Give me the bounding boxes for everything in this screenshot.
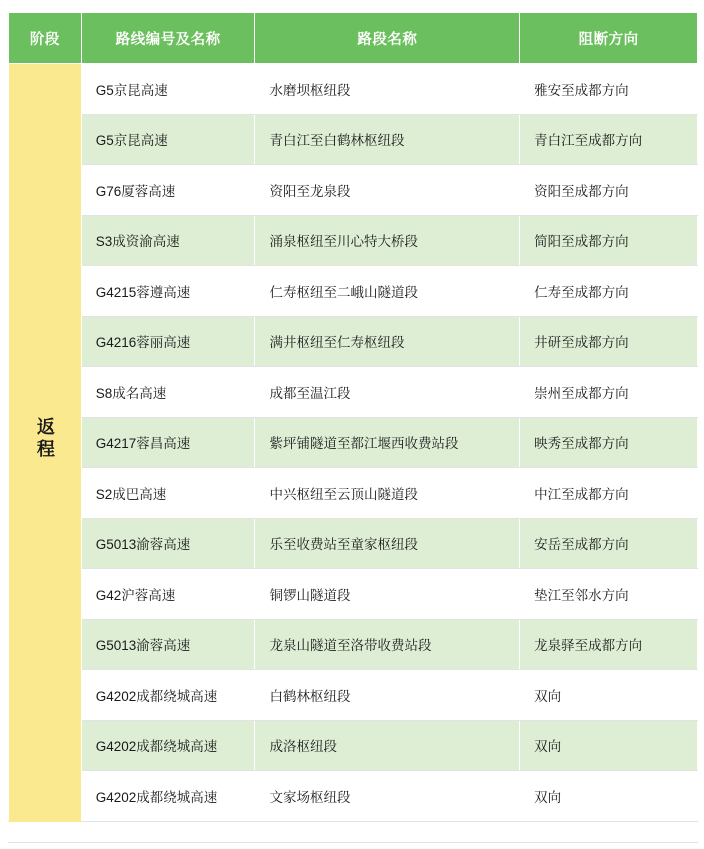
table-row [9, 569, 698, 620]
cell-section: 紫坪铺隧道至都江堰西收费站段 [255, 417, 520, 468]
cell-section: 仁寿枢纽至二峨山隧道段 [255, 266, 520, 317]
header-route: 路线编号及名称 [81, 13, 255, 64]
cell-route: G5京昆高速 [81, 64, 255, 115]
stage-label: 返程 [34, 416, 55, 461]
cell-route: S2成巴高速 [81, 468, 255, 519]
cell-route: G4202成都绕城高速 [81, 670, 255, 721]
table-row [9, 114, 698, 165]
cell-section: 资阳至龙泉段 [255, 165, 520, 216]
table-row [9, 64, 698, 115]
cell-direction: 双向 [520, 720, 698, 771]
cell-direction: 雅安至成都方向 [520, 64, 698, 115]
cell-direction: 仁寿至成都方向 [520, 266, 698, 317]
cell-direction: 井研至成都方向 [520, 316, 698, 367]
cell-section: 水磨坝枢纽段 [255, 64, 520, 115]
table-row [9, 316, 698, 367]
bottom-divider [8, 842, 698, 843]
header-direction: 阻断方向 [520, 13, 698, 64]
cell-route: G4216蓉丽高速 [81, 316, 255, 367]
cell-route: G5013渝蓉高速 [81, 619, 255, 670]
table-row [9, 771, 698, 822]
cell-direction: 映秀至成都方向 [520, 417, 698, 468]
cell-route: G4215蓉遵高速 [81, 266, 255, 317]
table-row [9, 619, 698, 670]
table-body [9, 64, 698, 822]
cell-section: 成洛枢纽段 [255, 720, 520, 771]
stage-cell [9, 64, 82, 822]
cell-direction: 双向 [520, 771, 698, 822]
cell-section: 青白江至白鹤林枢纽段 [255, 114, 520, 165]
cell-section: 白鹤林枢纽段 [255, 670, 520, 721]
cell-route: G5京昆高速 [81, 114, 255, 165]
road-closure-table [8, 12, 698, 822]
header-section: 路段名称 [255, 13, 520, 64]
table-header [9, 13, 698, 64]
cell-direction: 简阳至成都方向 [520, 215, 698, 266]
cell-direction: 双向 [520, 670, 698, 721]
cell-route: G4202成都绕城高速 [81, 771, 255, 822]
cell-route: G76厦蓉高速 [81, 165, 255, 216]
cell-section: 满井枢纽至仁寿枢纽段 [255, 316, 520, 367]
cell-direction: 龙泉驿至成都方向 [520, 619, 698, 670]
header-stage: 阶段 [9, 13, 82, 64]
cell-direction: 垫江至邻水方向 [520, 569, 698, 620]
traffic-table-page [0, 12, 704, 849]
cell-section: 涌泉枢纽至川心特大桥段 [255, 215, 520, 266]
table-row [9, 417, 698, 468]
table-row [9, 165, 698, 216]
cell-section: 文家场枢纽段 [255, 771, 520, 822]
cell-direction: 资阳至成都方向 [520, 165, 698, 216]
cell-route: G4217蓉昌高速 [81, 417, 255, 468]
cell-section: 龙泉山隧道至洛带收费站段 [255, 619, 520, 670]
table-row [9, 367, 698, 418]
cell-section: 铜锣山隧道段 [255, 569, 520, 620]
table-row [9, 215, 698, 266]
cell-section: 成都至温江段 [255, 367, 520, 418]
cell-direction: 青白江至成都方向 [520, 114, 698, 165]
cell-route: S8成名高速 [81, 367, 255, 418]
cell-direction: 中江至成都方向 [520, 468, 698, 519]
table-row [9, 670, 698, 721]
cell-route: S3成资渝高速 [81, 215, 255, 266]
header-row [9, 13, 698, 64]
cell-direction: 安岳至成都方向 [520, 518, 698, 569]
cell-section: 中兴枢纽至云顶山隧道段 [255, 468, 520, 519]
table-row [9, 518, 698, 569]
table-row [9, 720, 698, 771]
cell-direction: 崇州至成都方向 [520, 367, 698, 418]
cell-section: 乐至收费站至童家枢纽段 [255, 518, 520, 569]
table-row [9, 468, 698, 519]
table-row [9, 266, 698, 317]
cell-route: G5013渝蓉高速 [81, 518, 255, 569]
cell-route: G42沪蓉高速 [81, 569, 255, 620]
cell-route: G4202成都绕城高速 [81, 720, 255, 771]
